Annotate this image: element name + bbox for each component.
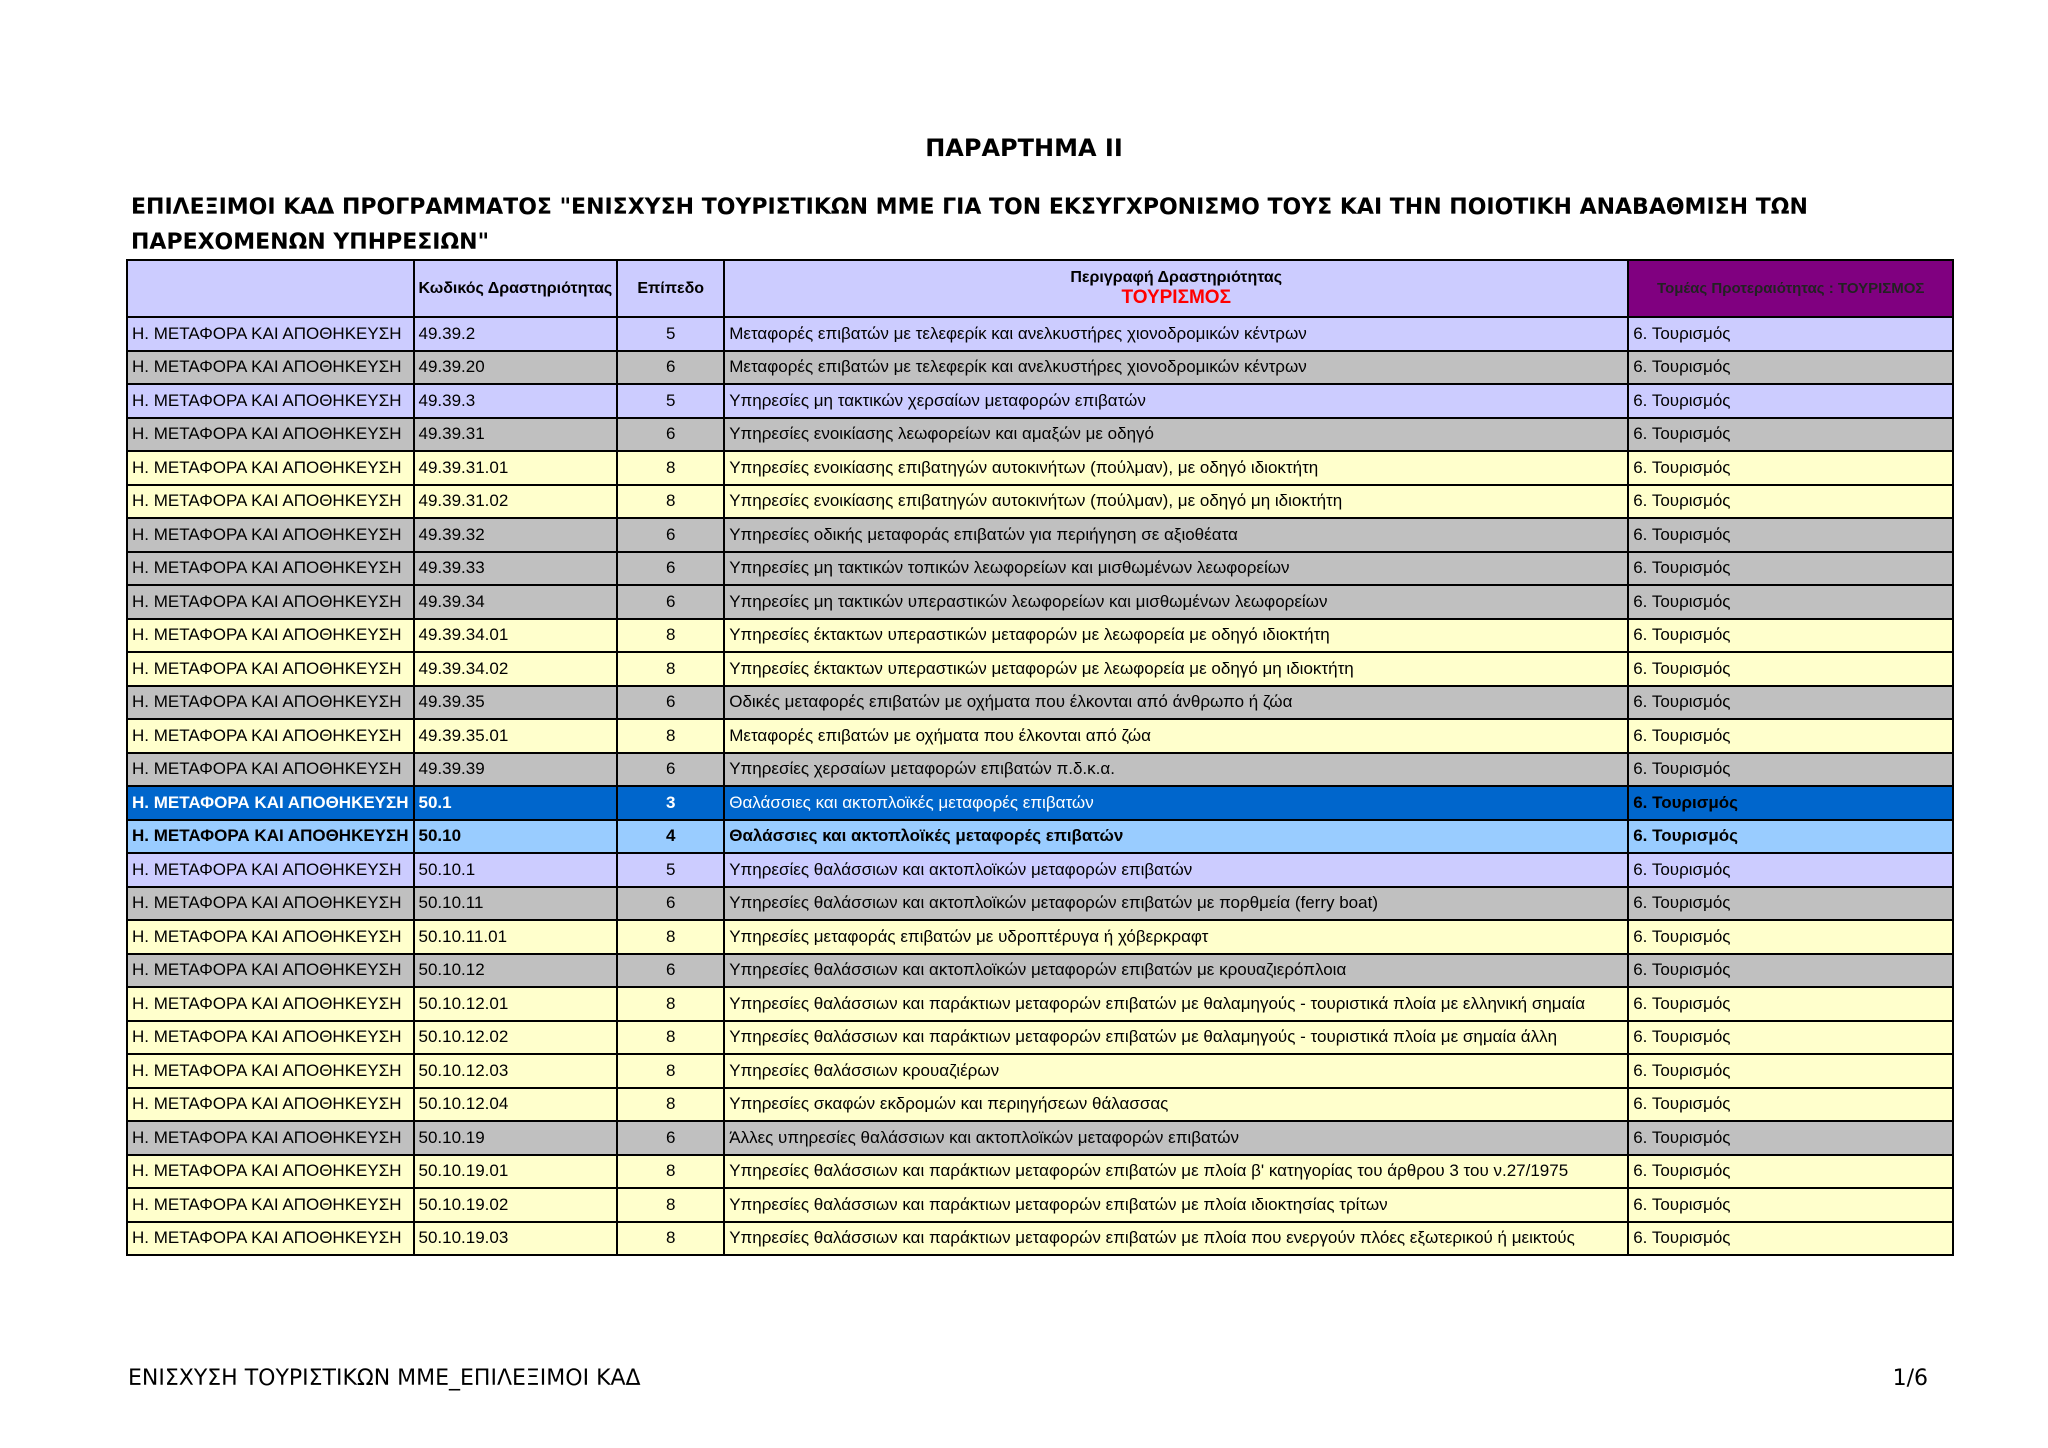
header-description-sub: ΤΟΥΡΙΣΜΟΣ [1121, 286, 1231, 308]
cell-category: Η. ΜΕΤΑΦΟΡΑ ΚΑΙ ΑΠΟΘΗΚΕΥΣΗ [127, 887, 414, 921]
table-row [127, 418, 1953, 452]
cell-sector: 6. Τουρισμός [1628, 1155, 1953, 1189]
cell-description: Υπηρεσίες θαλάσσιων και παράκτιων μεταφορών επιβατών με θαλαμηγούς - τουριστικά πλοία με ελληνική σημαία [724, 987, 1628, 1021]
cell-sector: 6. Τουρισμός [1628, 418, 1953, 452]
table-row [127, 652, 1953, 686]
table-row [127, 384, 1953, 418]
table-row [127, 1054, 1953, 1088]
cell-level: 8 [617, 652, 724, 686]
cell-category: Η. ΜΕΤΑΦΟΡΑ ΚΑΙ ΑΠΟΘΗΚΕΥΣΗ [127, 987, 414, 1021]
table-row [127, 820, 1953, 854]
cell-code: 50.10.19.01 [414, 1155, 618, 1189]
table-row [127, 1188, 1953, 1222]
cell-description: Υπηρεσίες θαλάσσιων και ακτοπλοϊκών μεταφορών επιβατών με κρουαζιερόπλοια [724, 954, 1628, 988]
header-code: Κωδικός Δραστηριότητας [414, 260, 618, 317]
cell-description: Θαλάσσιες και ακτοπλοϊκές μεταφορές επιβατών [724, 786, 1628, 820]
cell-level: 6 [617, 552, 724, 586]
cell-description: Υπηρεσίες μη τακτικών υπεραστικών λεωφορείων και μισθωμένων λεωφορείων [724, 585, 1628, 619]
cell-description: Υπηρεσίες μη τακτικών τοπικών λεωφορείων και μισθωμένων λεωφορείων [724, 552, 1628, 586]
table-row [127, 920, 1953, 954]
cell-sector: 6. Τουρισμός [1628, 1088, 1953, 1122]
cell-level: 6 [617, 418, 724, 452]
cell-level: 8 [617, 1222, 724, 1256]
header-description [724, 260, 1628, 317]
cell-category: Η. ΜΕΤΑΦΟΡΑ ΚΑΙ ΑΠΟΘΗΚΕΥΣΗ [127, 753, 414, 787]
cell-level: 6 [617, 954, 724, 988]
table-row [127, 853, 1953, 887]
cell-code: 50.10.12.01 [414, 987, 618, 1021]
cell-sector: 6. Τουρισμός [1628, 585, 1953, 619]
cell-level: 6 [617, 585, 724, 619]
cell-level: 8 [617, 1188, 724, 1222]
cell-category: Η. ΜΕΤΑΦΟΡΑ ΚΑΙ ΑΠΟΘΗΚΕΥΣΗ [127, 619, 414, 653]
cell-category: Η. ΜΕΤΑΦΟΡΑ ΚΑΙ ΑΠΟΘΗΚΕΥΣΗ [127, 686, 414, 720]
cell-code: 49.39.3 [414, 384, 618, 418]
cell-category: Η. ΜΕΤΑΦΟΡΑ ΚΑΙ ΑΠΟΘΗΚΕΥΣΗ [127, 585, 414, 619]
footer-title: ΕΝΙΣΧΥΣΗ ΤΟΥΡΙΣΤΙΚΩΝ ΜΜΕ_ΕΠΙΛΕΞΙΜΟΙ ΚΑΔ [128, 1366, 641, 1391]
cell-level: 4 [617, 820, 724, 854]
cell-code: 50.10.11 [414, 887, 618, 921]
cell-level: 6 [617, 351, 724, 385]
cell-code: 50.10.12 [414, 954, 618, 988]
cell-level: 8 [617, 451, 724, 485]
cell-category: Η. ΜΕΤΑΦΟΡΑ ΚΑΙ ΑΠΟΘΗΚΕΥΣΗ [127, 1222, 414, 1256]
cell-sector: 6. Τουρισμός [1628, 1021, 1953, 1055]
table-row [127, 1121, 1953, 1155]
cell-level: 6 [617, 518, 724, 552]
cell-description: Μεταφορές επιβατών με τελεφερίκ και ανελκυστήρες χιονοδρομικών κέντρων [724, 317, 1628, 351]
cell-code: 50.10.19 [414, 1121, 618, 1155]
cell-category: Η. ΜΕΤΑΦΟΡΑ ΚΑΙ ΑΠΟΘΗΚΕΥΣΗ [127, 351, 414, 385]
cell-code: 49.39.34 [414, 585, 618, 619]
cell-level: 6 [617, 753, 724, 787]
cell-level: 6 [617, 686, 724, 720]
cell-description: Υπηρεσίες θαλάσσιων και παράκτιων μεταφορών επιβατών με πλοία β' κατηγορίας του άρθρου 3 του ν.27/1975 [724, 1155, 1628, 1189]
cell-category: Η. ΜΕΤΑΦΟΡΑ ΚΑΙ ΑΠΟΘΗΚΕΥΣΗ [127, 1155, 414, 1189]
cell-level: 8 [617, 619, 724, 653]
cell-sector: 6. Τουρισμός [1628, 753, 1953, 787]
cell-sector: 6. Τουρισμός [1628, 384, 1953, 418]
table-row [127, 585, 1953, 619]
header-level: Επίπεδο [617, 260, 724, 317]
cell-description: Άλλες υπηρεσίες θαλάσσιων και ακτοπλοϊκών μεταφορών επιβατών [724, 1121, 1628, 1155]
cell-category: Η. ΜΕΤΑΦΟΡΑ ΚΑΙ ΑΠΟΘΗΚΕΥΣΗ [127, 920, 414, 954]
cell-description: Υπηρεσίες θαλάσσιων και παράκτιων μεταφορών επιβατών με πλοία που ενεργούν πλόες εξωτερικού ή μεικτούς [724, 1222, 1628, 1256]
table-row [127, 552, 1953, 586]
cell-description: Μεταφορές επιβατών με τελεφερίκ και ανελκυστήρες χιονοδρομικών κέντρων [724, 351, 1628, 385]
table-header-row [127, 260, 1953, 317]
cell-code: 50.10 [414, 820, 618, 854]
cell-sector: 6. Τουρισμός [1628, 786, 1953, 820]
cell-description: Υπηρεσίες σκαφών εκδρομών και περιηγήσεων θάλασσας [724, 1088, 1628, 1122]
cell-code: 50.1 [414, 786, 618, 820]
cell-sector: 6. Τουρισμός [1628, 619, 1953, 653]
cell-description: Υπηρεσίες χερσαίων μεταφορών επιβατών π.δ.κ.α. [724, 753, 1628, 787]
cell-description: Υπηρεσίες θαλάσσιων κρουαζιέρων [724, 1054, 1628, 1088]
cell-code: 49.39.34.02 [414, 652, 618, 686]
cell-sector: 6. Τουρισμός [1628, 1121, 1953, 1155]
cell-category: Η. ΜΕΤΑΦΟΡΑ ΚΑΙ ΑΠΟΘΗΚΕΥΣΗ [127, 853, 414, 887]
cell-code: 49.39.31 [414, 418, 618, 452]
cell-sector: 6. Τουρισμός [1628, 954, 1953, 988]
cell-sector: 6. Τουρισμός [1628, 1054, 1953, 1088]
cell-sector: 6. Τουρισμός [1628, 1188, 1953, 1222]
cell-code: 50.10.19.03 [414, 1222, 618, 1256]
cell-description: Υπηρεσίες θαλάσσιων και ακτοπλοϊκών μεταφορών επιβατών με πορθμεία (ferry boat) [724, 887, 1628, 921]
cell-category: Η. ΜΕΤΑΦΟΡΑ ΚΑΙ ΑΠΟΘΗΚΕΥΣΗ [127, 652, 414, 686]
cell-category: Η. ΜΕΤΑΦΟΡΑ ΚΑΙ ΑΠΟΘΗΚΕΥΣΗ [127, 1188, 414, 1222]
cell-category: Η. ΜΕΤΑΦΟΡΑ ΚΑΙ ΑΠΟΘΗΚΕΥΣΗ [127, 1054, 414, 1088]
cell-sector: 6. Τουρισμός [1628, 451, 1953, 485]
cell-code: 50.10.12.03 [414, 1054, 618, 1088]
cell-description: Μεταφορές επιβατών με οχήματα που έλκονται από ζώα [724, 719, 1628, 753]
cell-category: Η. ΜΕΤΑΦΟΡΑ ΚΑΙ ΑΠΟΘΗΚΕΥΣΗ [127, 1121, 414, 1155]
cell-category: Η. ΜΕΤΑΦΟΡΑ ΚΑΙ ΑΠΟΘΗΚΕΥΣΗ [127, 1021, 414, 1055]
cell-level: 8 [617, 920, 724, 954]
table-row [127, 954, 1953, 988]
cell-code: 49.39.31.02 [414, 485, 618, 519]
cell-code: 49.39.35 [414, 686, 618, 720]
cell-level: 6 [617, 1121, 724, 1155]
table-row [127, 1155, 1953, 1189]
cell-sector: 6. Τουρισμός [1628, 1222, 1953, 1256]
cell-sector: 6. Τουρισμός [1628, 887, 1953, 921]
cell-description: Υπηρεσίες έκτακτων υπεραστικών μεταφορών με λεωφορεία με οδηγό μη ιδιοκτήτη [724, 652, 1628, 686]
cell-level: 5 [617, 384, 724, 418]
table-row [127, 1222, 1953, 1256]
table-row [127, 753, 1953, 787]
cell-description: Υπηρεσίες οδικής μεταφοράς επιβατών για περιήγηση σε αξιοθέατα [724, 518, 1628, 552]
cell-level: 8 [617, 1021, 724, 1055]
cell-description: Υπηρεσίες έκτακτων υπεραστικών μεταφορών με λεωφορεία με οδηγό ιδιοκτήτη [724, 619, 1628, 653]
cell-code: 50.10.11.01 [414, 920, 618, 954]
table-row [127, 1021, 1953, 1055]
table-row [127, 317, 1953, 351]
cell-description: Υπηρεσίες ενοικίασης επιβατηγών αυτοκινήτων (πούλμαν), με οδηγό ιδιοκτήτη [724, 451, 1628, 485]
cell-level: 8 [617, 485, 724, 519]
cell-category: Η. ΜΕΤΑΦΟΡΑ ΚΑΙ ΑΠΟΘΗΚΕΥΣΗ [127, 1088, 414, 1122]
table-row [127, 686, 1953, 720]
cell-category: Η. ΜΕΤΑΦΟΡΑ ΚΑΙ ΑΠΟΘΗΚΕΥΣΗ [127, 418, 414, 452]
document-subtitle: ΕΠΙΛΕΞΙΜΟΙ ΚΑΔ ΠΡΟΓΡΑΜΜΑΤΟΣ "ΕΝΙΣΧΥΣΗ ΤΟΥΡΙΣΤΙΚΩΝ ΜΜΕ ΓΙΑ ΤΟΝ ΕΚΣΥΓΧΡΟΝΙΣΜΟ ΤΟΥΣ ΚΑΙ ΤΗΝ ΠΟΙΟΤΙΚΗ ΑΝΑΒΑΘΜΙΣΗ ΤΩΝ ΠΑΡΕΧΟΜΕΝΩΝ ΥΠΗΡΕΣΙΩΝ" [131, 195, 1808, 255]
cell-sector: 6. Τουρισμός [1628, 317, 1953, 351]
table-row [127, 987, 1953, 1021]
cell-sector: 6. Τουρισμός [1628, 485, 1953, 519]
table-row [127, 485, 1953, 519]
cell-code: 50.10.1 [414, 853, 618, 887]
table-row [127, 1088, 1953, 1122]
cell-category: Η. ΜΕΤΑΦΟΡΑ ΚΑΙ ΑΠΟΘΗΚΕΥΣΗ [127, 317, 414, 351]
page-title: ΠΑΡΑΡΤΗΜΑ ΙΙ [925, 134, 1123, 162]
cell-description: Υπηρεσίες ενοικίασης επιβατηγών αυτοκινήτων (πούλμαν), με οδηγό μη ιδιοκτήτη [724, 485, 1628, 519]
header-category [127, 260, 414, 317]
cell-description: Υπηρεσίες θαλάσσιων και παράκτιων μεταφορών επιβατών με πλοία ιδιοκτησίας τρίτων [724, 1188, 1628, 1222]
cell-sector: 6. Τουρισμός [1628, 552, 1953, 586]
table-row [127, 351, 1953, 385]
cell-sector: 6. Τουρισμός [1628, 351, 1953, 385]
cell-sector: 6. Τουρισμός [1628, 686, 1953, 720]
cell-code: 49.39.20 [414, 351, 618, 385]
table-row [127, 719, 1953, 753]
cell-level: 8 [617, 1088, 724, 1122]
cell-level: 8 [617, 987, 724, 1021]
cell-description: Υπηρεσίες θαλάσσιων και ακτοπλοϊκών μεταφορών επιβατών [724, 853, 1628, 887]
cell-level: 8 [617, 719, 724, 753]
cell-level: 8 [617, 1155, 724, 1189]
page-number: 1/6 [1892, 1366, 1928, 1391]
cell-category: Η. ΜΕΤΑΦΟΡΑ ΚΑΙ ΑΠΟΘΗΚΕΥΣΗ [127, 485, 414, 519]
table-row [127, 619, 1953, 653]
cell-code: 49.39.31.01 [414, 451, 618, 485]
cell-category: Η. ΜΕΤΑΦΟΡΑ ΚΑΙ ΑΠΟΘΗΚΕΥΣΗ [127, 518, 414, 552]
cell-code: 50.10.12.04 [414, 1088, 618, 1122]
cell-description: Θαλάσσιες και ακτοπλοϊκές μεταφορές επιβατών [724, 820, 1628, 854]
header-description-label: Περιγραφή Δραστηριότητας [1070, 268, 1283, 286]
cell-code: 49.39.39 [414, 753, 618, 787]
table-row [127, 887, 1953, 921]
cell-description: Υπηρεσίες μη τακτικών χερσαίων μεταφορών επιβατών [724, 384, 1628, 418]
cell-code: 49.39.2 [414, 317, 618, 351]
cell-category: Η. ΜΕΤΑΦΟΡΑ ΚΑΙ ΑΠΟΘΗΚΕΥΣΗ [127, 786, 414, 820]
cell-code: 49.39.32 [414, 518, 618, 552]
cell-sector: 6. Τουρισμός [1628, 820, 1953, 854]
kad-table [126, 259, 1954, 1256]
cell-code: 50.10.19.02 [414, 1188, 618, 1222]
cell-sector: 6. Τουρισμός [1628, 853, 1953, 887]
cell-level: 5 [617, 853, 724, 887]
cell-category: Η. ΜΕΤΑΦΟΡΑ ΚΑΙ ΑΠΟΘΗΚΕΥΣΗ [127, 954, 414, 988]
cell-sector: 6. Τουρισμός [1628, 987, 1953, 1021]
cell-level: 5 [617, 317, 724, 351]
cell-description: Υπηρεσίες θαλάσσιων και παράκτιων μεταφορών επιβατών με θαλαμηγούς - τουριστικά πλοία με σημαία άλλη [724, 1021, 1628, 1055]
cell-sector: 6. Τουρισμός [1628, 719, 1953, 753]
cell-description: Οδικές μεταφορές επιβατών με οχήματα που έλκονται από άνθρωπο ή ζώα [724, 686, 1628, 720]
table-body [127, 317, 1953, 1255]
cell-level: 3 [617, 786, 724, 820]
table-row [127, 451, 1953, 485]
cell-sector: 6. Τουρισμός [1628, 518, 1953, 552]
table-row [127, 786, 1953, 820]
cell-category: Η. ΜΕΤΑΦΟΡΑ ΚΑΙ ΑΠΟΘΗΚΕΥΣΗ [127, 451, 414, 485]
cell-level: 8 [617, 1054, 724, 1088]
cell-category: Η. ΜΕΤΑΦΟΡΑ ΚΑΙ ΑΠΟΘΗΚΕΥΣΗ [127, 719, 414, 753]
cell-category: Η. ΜΕΤΑΦΟΡΑ ΚΑΙ ΑΠΟΘΗΚΕΥΣΗ [127, 384, 414, 418]
cell-description: Υπηρεσίες μεταφοράς επιβατών με υδροπτέρυγα ή χόβερκραφτ [724, 920, 1628, 954]
table-row [127, 518, 1953, 552]
cell-code: 49.39.33 [414, 552, 618, 586]
cell-sector: 6. Τουρισμός [1628, 652, 1953, 686]
cell-description: Υπηρεσίες ενοικίασης λεωφορείων και αμαξών με οδηγό [724, 418, 1628, 452]
header-sector: Τομέας Προτεραιότητας : ΤΟΥΡΙΣΜΟΣ [1628, 260, 1953, 317]
cell-code: 49.39.35.01 [414, 719, 618, 753]
cell-sector: 6. Τουρισμός [1628, 920, 1953, 954]
cell-code: 50.10.12.02 [414, 1021, 618, 1055]
cell-category: Η. ΜΕΤΑΦΟΡΑ ΚΑΙ ΑΠΟΘΗΚΕΥΣΗ [127, 820, 414, 854]
cell-category: Η. ΜΕΤΑΦΟΡΑ ΚΑΙ ΑΠΟΘΗΚΕΥΣΗ [127, 552, 414, 586]
cell-code: 49.39.34.01 [414, 619, 618, 653]
cell-level: 6 [617, 887, 724, 921]
